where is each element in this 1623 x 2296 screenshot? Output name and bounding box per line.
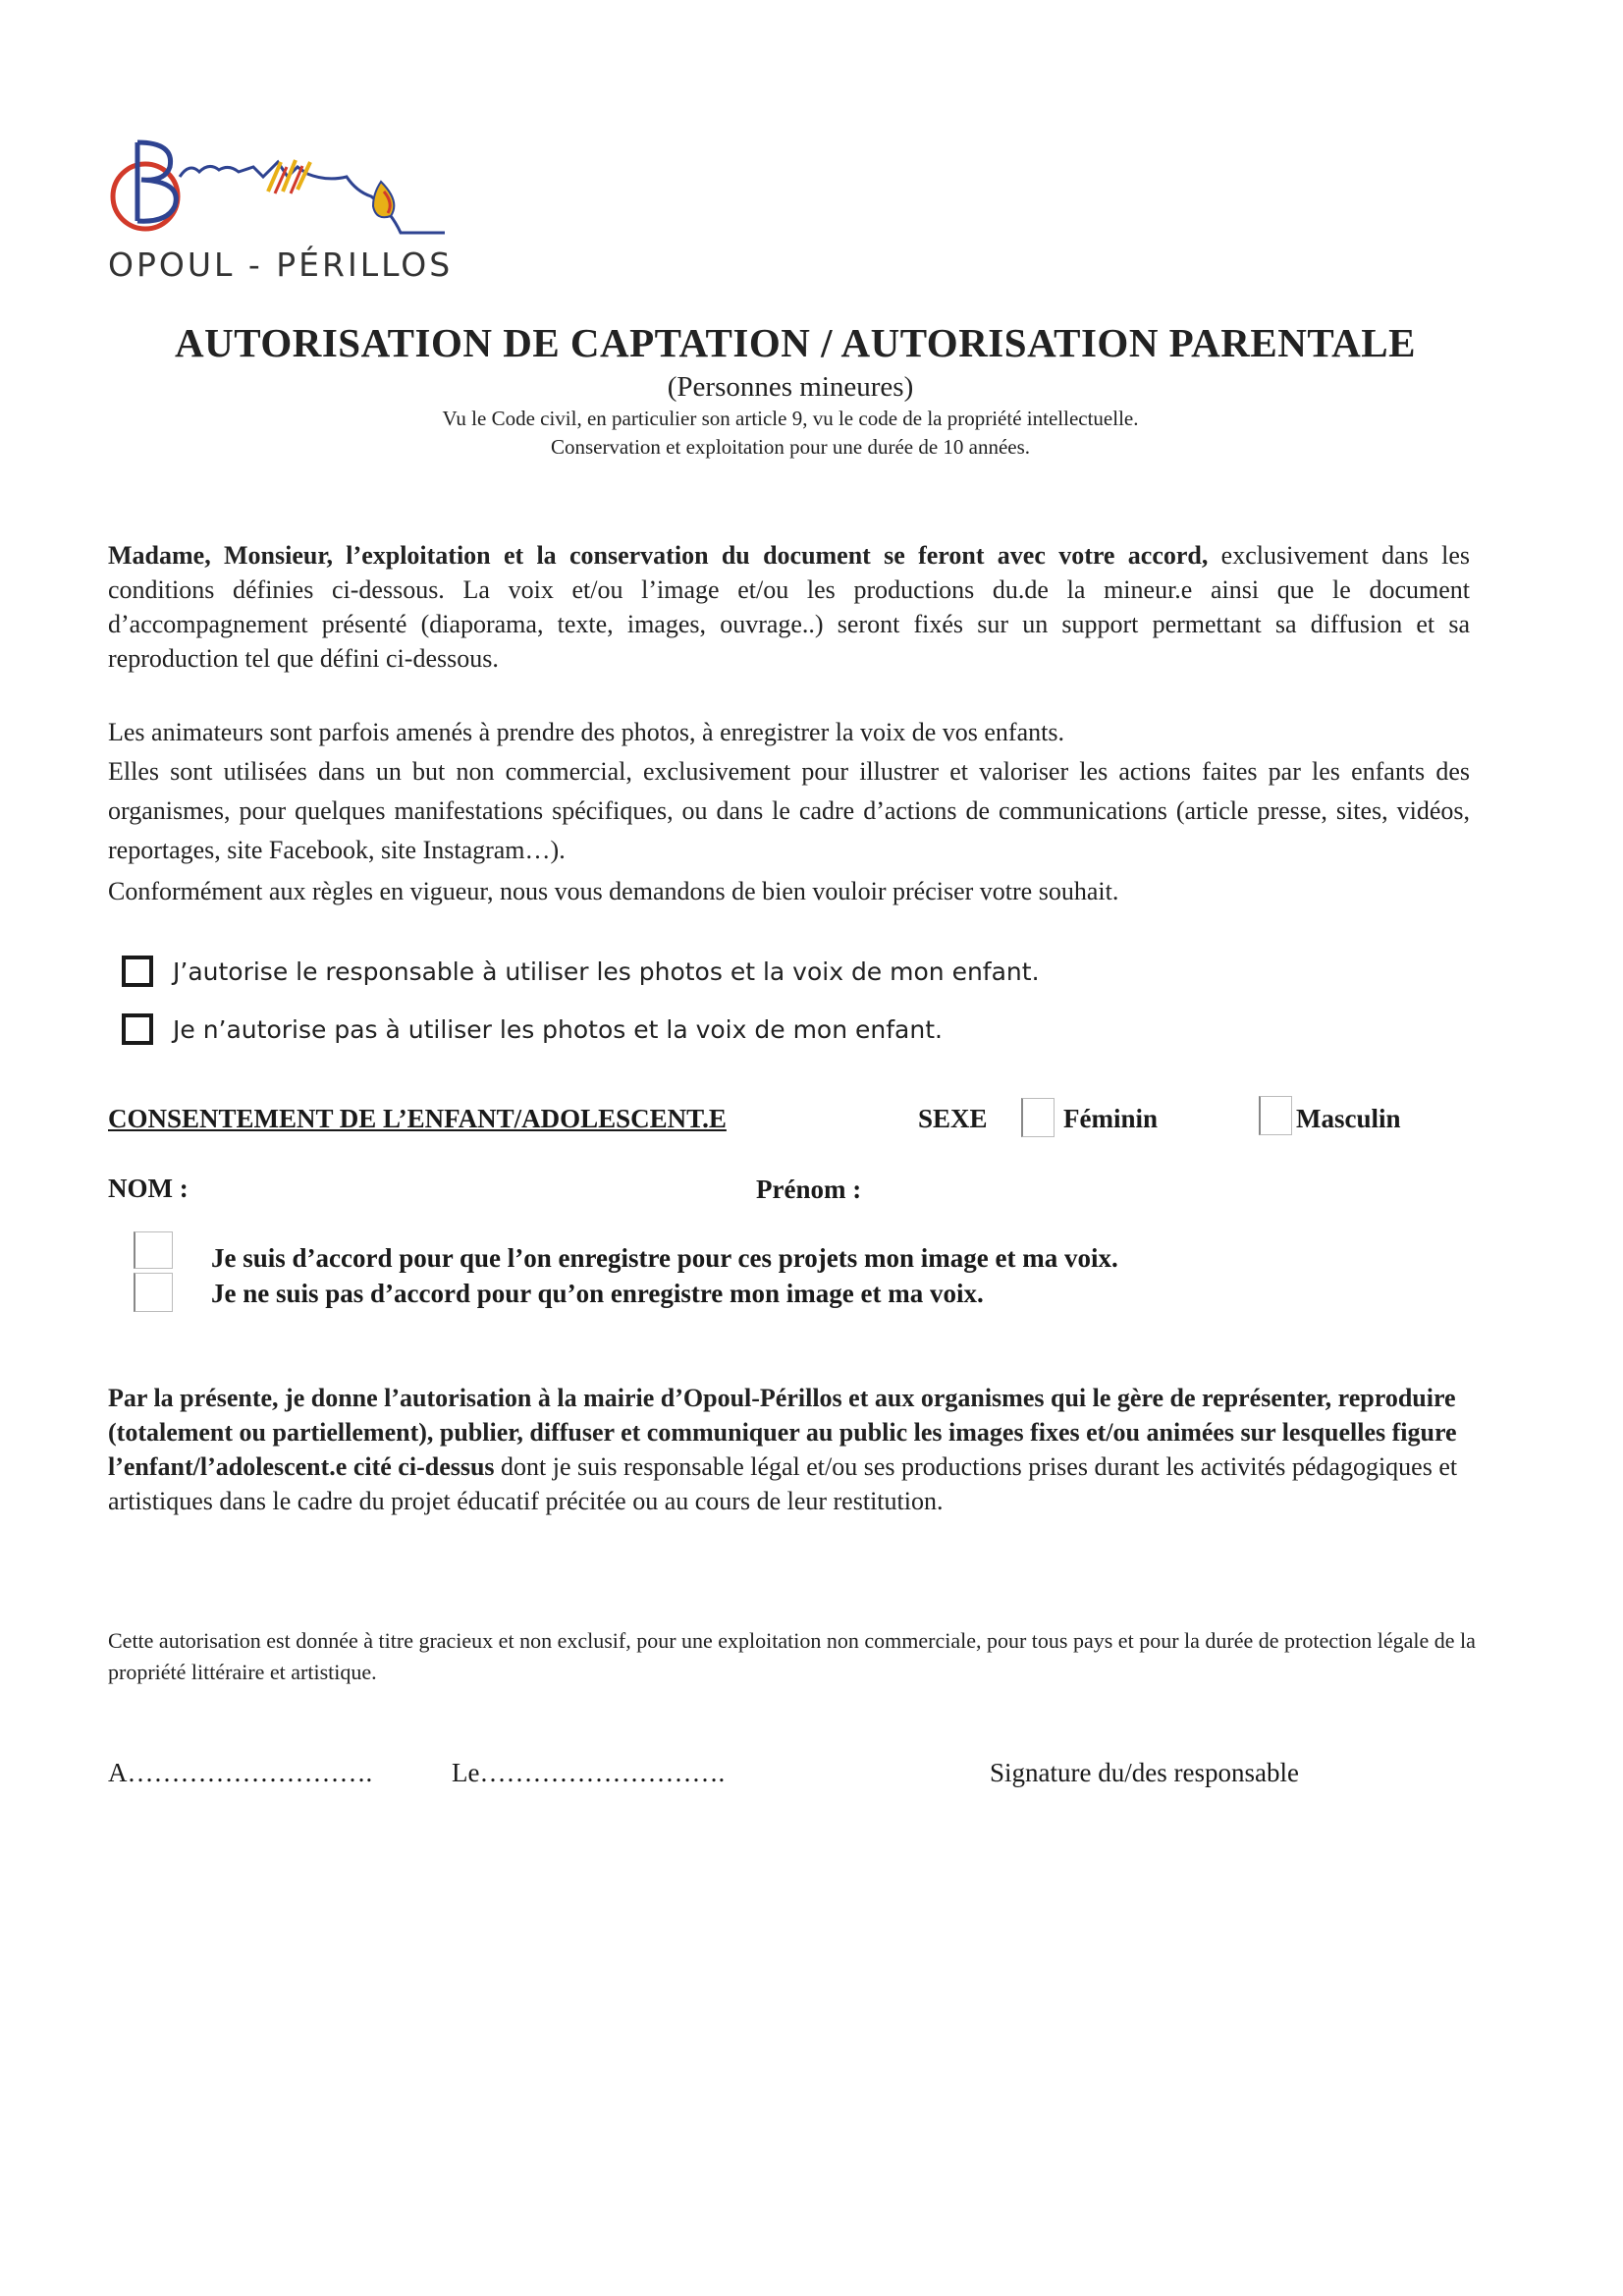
agree-checkbox[interactable] [134,1231,173,1269]
authorization-paragraph [108,1381,1478,1518]
signature-label: Signature du/des responsable [990,1758,1299,1787]
intro-paragraph [108,538,1470,676]
feminin-checkbox[interactable] [1021,1098,1055,1137]
sexe-label: SEXE [918,1104,988,1133]
municipal-logo-icon [106,123,450,250]
prenom-label: Prénom : [756,1175,862,1204]
feminin-label: Féminin [1063,1104,1159,1133]
footer-note: Cette autorisation est donnée à titre gracieux et non exclusif, pour une exploitation non commerciale, pour tous pays et pour la durée de protection légale de la propriété littéraire et artistique. [108,1628,1476,1684]
conservation-duration: Conservation et exploitation pour une durée de 10 années. [550,435,1031,459]
refuse-label: Je n’autorise pas à utiliser les photos et la voix de mon enfant. [173,1014,943,1044]
masculin-checkbox[interactable] [1259,1096,1292,1135]
authorize-label: J’autorise le responsable à utiliser les photos et la voix de mon enfant. [173,957,1040,986]
logo-text: OPOUL - PÉRILLOS [108,246,454,284]
masculin-label: Masculin [1296,1104,1401,1133]
authorization-bold: Par la présente, je donne l’autorisation à la mairie d’Opoul-Périllos et aux organismes qui le gère de représenter, reproduire (totalement ou partiellement), publier, diffuser et communiquer au public les images fixes et/ou animées sur lesquelles figure l’enfant/l’adolescent.e cité ci-dessus [108,1384,1457,1481]
authorize-option[interactable] [122,956,1040,987]
child-disagree-label: Je ne suis pas d’accord pour qu’on enregistre mon image et ma voix. [211,1279,984,1308]
usage-last-line: Conformément aux règles en vigueur, nous vous demandons de bien vouloir préciser votre souhait. [108,877,1119,905]
child-agree-label: Je suis d’accord pour que l’on enregistre pour ces projets mon image et ma voix. [211,1243,1118,1273]
authorization-rest: dont je suis responsable légal et/ou ses productions prises durant les activités pédagogiques et artistiques dans le cadre du projet éducatif précitée ou au cours de leur restitution. [108,1452,1458,1515]
refuse-option[interactable] [122,1013,943,1045]
document-subtitle: (Personnes mineures) [667,371,914,403]
logo [106,123,450,255]
intro-rest: exclusivement dans les conditions définies ci-dessous. La voix et/ou l’image et/ou les productions du.de la mineur.e ainsi que le document d’accompagnement présenté (diaporama, texte, images, ouvrage..) seront fixés sur un support permettant sa diffusion et sa reproduction tel que défini ci-dessous. [108,541,1470,673]
document-title: AUTORISATION DE CAPTATION / AUTORISATION PARENTALE [175,320,1416,365]
usage-first-line: Les animateurs sont parfois amenés à prendre des photos, à enregistrer la voix de vos enfants. [108,718,1064,746]
nom-label: NOM : [108,1174,189,1203]
disagree-checkbox[interactable] [134,1273,173,1312]
refuse-checkbox[interactable] [122,1013,153,1045]
intro-bold: Madame, Monsieur, l’exploitation et la conservation du document se feront avec votre accord, [108,541,1209,570]
authorize-checkbox[interactable] [122,956,153,987]
legal-reference: Vu le Code civil, en particulier son article 9, vu le code de la propriété intellectuelle. [442,407,1139,430]
date-field[interactable]: Le………………………. [452,1758,726,1787]
usage-body: Elles sont utilisées dans un but non commercial, exclusivement pour illustrer et valoriser les actions faites par les enfants des organismes, pour quelques manifestations spécifiques, ou dans le cadre d’actions de communications (article presse, sites, vidéos, reportages, site Facebook, site Instagram…). [108,757,1470,864]
place-field[interactable]: A………………………. [108,1758,373,1787]
consent-heading: CONSENTEMENT DE L’ENFANT/ADOLESCENT.E [108,1104,727,1133]
